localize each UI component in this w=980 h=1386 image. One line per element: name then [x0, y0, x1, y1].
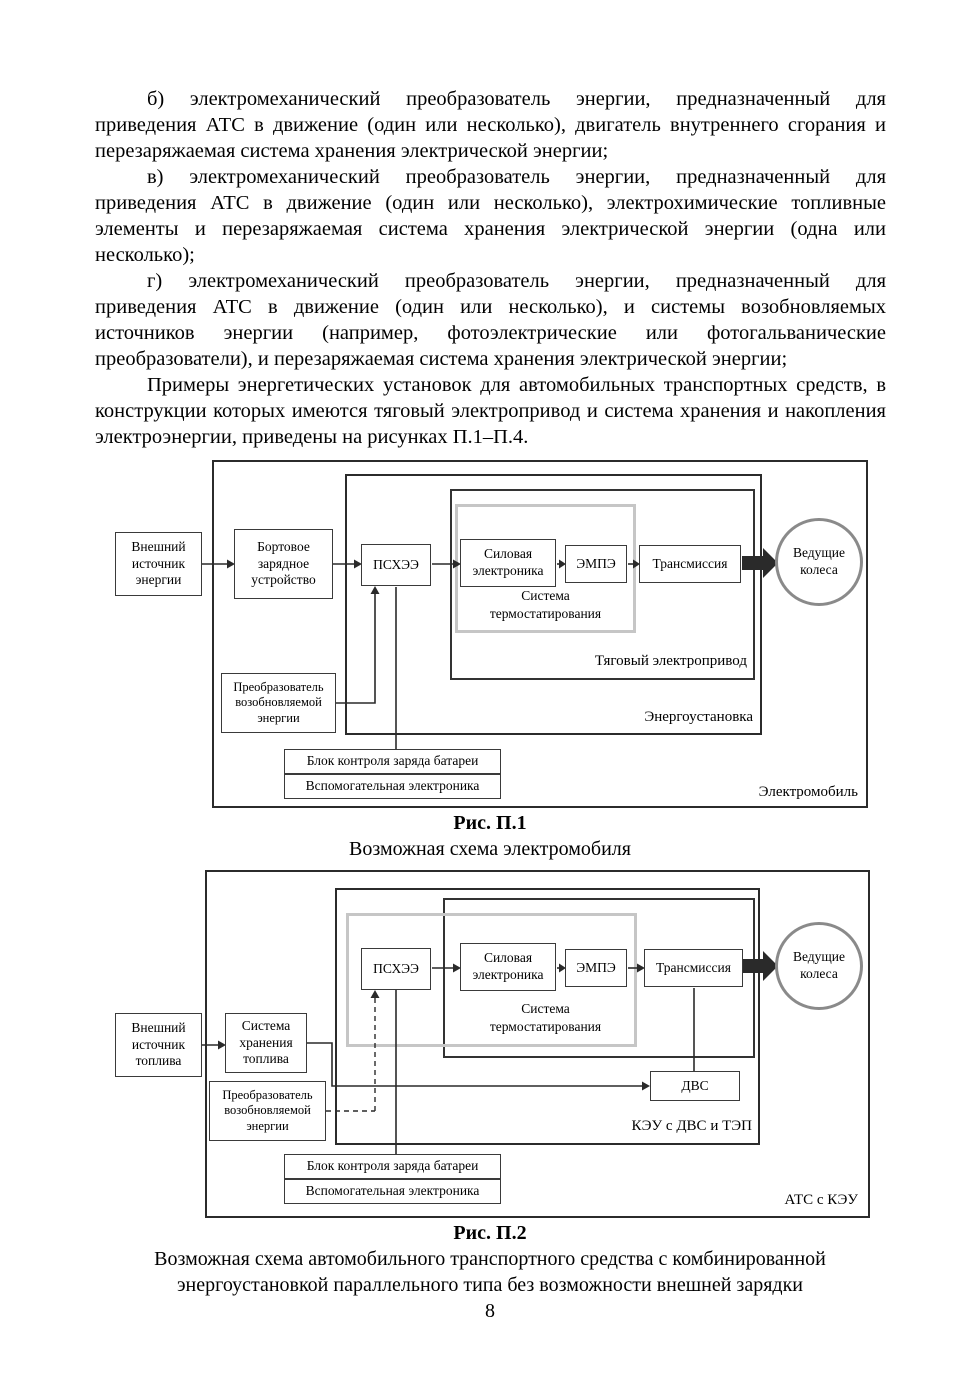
paragraph-g: г) электромеханический преобразователь энергии, предназначенный для приведения АТС в движение (один или несколько), и системы возобновляемых источников энергии (например, фотоэлектрические или фотогальванические преобразователи), и перезаряжаемая система хранения электрической энергии;	[95, 270, 886, 370]
fig2-wheels-circle: Ведущие колеса	[775, 922, 863, 1010]
fig1-traction-label: Тяговый электропривод	[594, 653, 747, 669]
fig1-powerplant-label: Энергоустановка	[644, 709, 753, 725]
fig1-block-transmission: Трансмиссия	[639, 545, 741, 583]
fig1-block-power-electronics: Силовая электроника	[460, 539, 556, 587]
fig2-block-empe: ЭМПЭ	[565, 949, 627, 987]
fig1-block-storage: ПСХЭЭ	[361, 544, 431, 586]
fig2-block-renewable: Преобразователь возобновляемой энергии	[209, 1081, 326, 1141]
fig2-block-external-fuel: Внешний источник топлива	[115, 1013, 202, 1077]
body-text	[95, 86, 886, 450]
fig2-block-battery-control: Блок контроля заряда батареи	[284, 1154, 501, 1179]
fig1-block-battery-control: Блок контроля заряда батареи	[284, 749, 501, 774]
fig1-block-empe: ЭМПЭ	[565, 545, 627, 583]
fig2-block-power-electronics: Силовая электроника	[460, 943, 556, 991]
fig1-thermostat-label: Система термостатирования	[489, 588, 602, 621]
page-number: 8	[485, 1300, 495, 1322]
paragraph-b: б) электромеханический преобразователь энергии, предназначенный для приведения АТС в движение (один или несколько), двигатель внутреннего сгорания и перезаряжаемая система хранения электрической энергии;	[95, 88, 886, 162]
fig2-thermostat-label: Система термостатирования	[489, 1001, 602, 1034]
fig1-caption-text: Возможная схема электромобиля	[349, 838, 631, 860]
fig1-block-renewable: Преобразователь возобновляемой энергии	[221, 673, 336, 733]
fig1-caption-label: Рис. П.1	[453, 812, 527, 834]
fig1-wheels-circle: Ведущие колеса	[775, 518, 863, 606]
fig1-vehicle-label: Электромобиль	[758, 784, 858, 800]
fig2-keu-label: КЭУ с ДВС и ТЭП	[631, 1118, 752, 1134]
paragraph-v: в) электромеханический преобразователь энергии, предназначенный для приведения АТС в движение (один или несколько), электрохимические топливные элементы и перезаряжаемая система хранения электрической энергии (одна или несколько);	[95, 166, 886, 266]
fig2-block-transmission: Трансмиссия	[644, 949, 743, 987]
fig1-block-aux-electronics: Вспомогательная электроника	[284, 774, 501, 799]
paragraph-examples: Примеры энергетических установок для автомобильных транспортных средств, в конструкции которых имеются тяговый электропривод и система хранения и накопления электроэнергии, приведены на рисунках П.1–П.4.	[95, 374, 886, 448]
fig2-block-fuel-storage: Система хранения топлива	[225, 1013, 307, 1073]
fig2-block-storage: ПСХЭЭ	[361, 948, 431, 990]
fig2-block-aux-electronics: Вспомогательная электроника	[284, 1179, 501, 1204]
fig2-block-ice: ДВС	[650, 1071, 740, 1101]
fig2-vehicle-label: АТС с КЭУ	[784, 1192, 858, 1208]
fig1-block-charger: Бортовое зарядное устройство	[234, 529, 333, 599]
fig2-caption-text: Возможная схема автомобильного транспортного средства с комбинированной энергоустановкой параллельного типа без возможности внешней зарядки	[154, 1248, 826, 1296]
fig2-caption-label: Рис. П.2	[453, 1222, 527, 1244]
fig1-block-external-source: Внешний источник энергии	[115, 532, 202, 596]
